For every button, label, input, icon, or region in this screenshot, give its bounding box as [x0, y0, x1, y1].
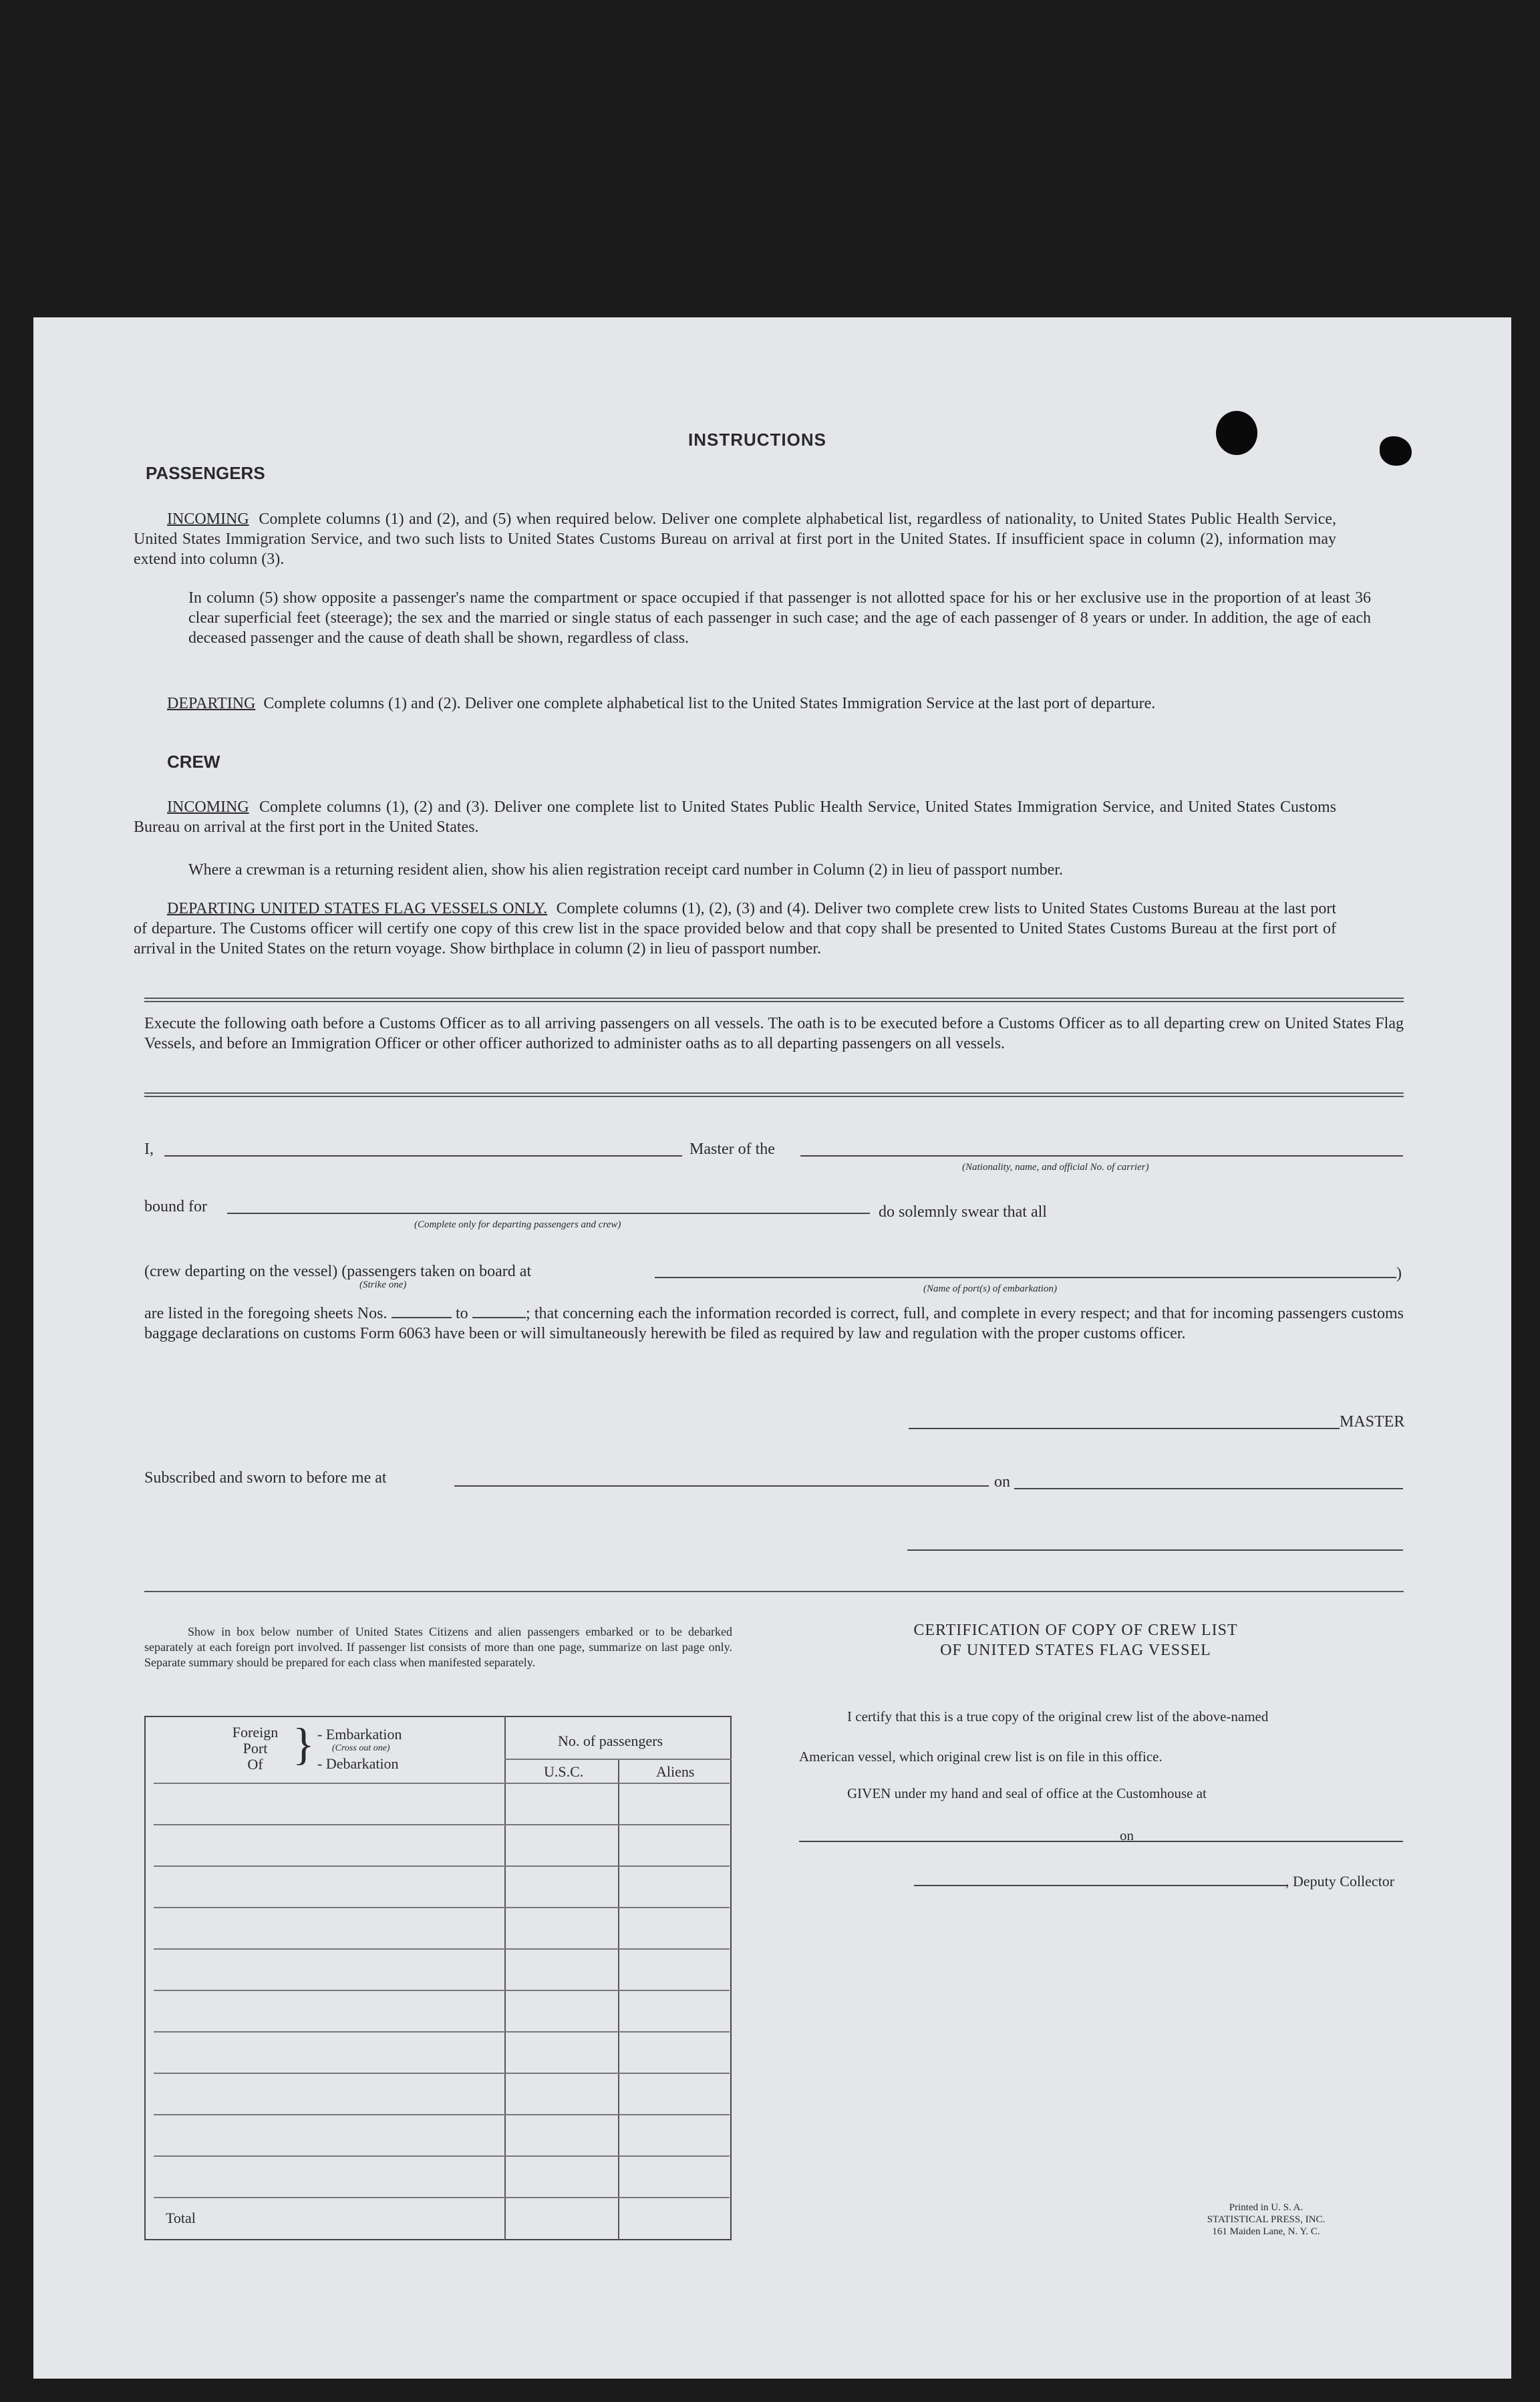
- bound-for-field[interactable]: [227, 1213, 870, 1214]
- table-header-rule: [504, 1759, 732, 1760]
- given-line: GIVEN under my hand and seal of office at the Customhouse at: [847, 1785, 1207, 1801]
- swear-label: do solemnly swear that all: [879, 1203, 1047, 1221]
- sworn-date-field[interactable]: [1014, 1488, 1403, 1489]
- table-rule: [154, 2114, 730, 2115]
- table-rule: [154, 1907, 730, 1908]
- divider: [144, 1096, 1404, 1097]
- table-rule: [154, 1783, 730, 1784]
- crew-departing-oath-label: (crew departing on the vessel) (passengers taken on board at: [144, 1263, 532, 1280]
- nationality-caption: (Nationality, name, and official No. of carrier): [962, 1162, 1149, 1173]
- sheet-from-field[interactable]: [392, 1305, 452, 1318]
- subscribed-label: Subscribed and sworn to before me at: [144, 1469, 387, 1487]
- crew-departing-paragraph: [134, 899, 1336, 959]
- listed-paragraph: [144, 1304, 1404, 1344]
- listed-text: ; that concerning each the information recorded is correct, full, and complete in every respect; and that for incoming passengers customs baggage declarations on customs Form 6063 have been or will simultaneously herewith be filed as required by law and regulation with the proper customs officer.: [144, 1305, 1404, 1342]
- ink-blot-small: [1380, 436, 1412, 466]
- oath-intro: Execute the following oath before a Customs Officer as to all arriving passengers on all vessels. The oath is to be executed before a Customs Officer as to all departing crew on United States Flag Vessels, and before an Immigration Officer or other officer authorized to administer oaths as to all departing passengers on all vessels.: [144, 1015, 1404, 1052]
- table-rule: [154, 2197, 730, 2198]
- passengers-departing-text: Complete columns (1) and (2). Deliver one complete alphabetical list to the United States Immigration Service at the last port of departure.: [263, 695, 1156, 712]
- divider: [144, 1092, 1404, 1094]
- crew-departing-label: DEPARTING UNITED STATES FLAG VESSELS ONLY.: [167, 900, 548, 917]
- sheet-to-field[interactable]: [472, 1305, 526, 1318]
- officer-signature-field[interactable]: [907, 1549, 1403, 1551]
- bound-for-label: bound for: [144, 1198, 207, 1215]
- cert-on-label: on: [1120, 1827, 1134, 1843]
- total-label: Total: [166, 2210, 196, 2226]
- certification-title: [822, 1620, 1330, 1660]
- divider: [144, 1591, 1404, 1592]
- embarkation-label[interactable]: - Embarkation: [317, 1726, 402, 1743]
- i-label: I,: [144, 1141, 154, 1158]
- passengers-departing-label: DEPARTING: [167, 695, 256, 712]
- table-rule: [154, 1990, 730, 1991]
- passenger-summary-table: [144, 1716, 732, 2240]
- of-label: Of: [247, 1756, 263, 1773]
- form-page: [33, 317, 1511, 2379]
- master-of-label: Master of the: [689, 1141, 775, 1158]
- box-instructions: Show in box below number of United States Citizens and alien passengers embarked or to be debarked separately at each foreign port involved. If passenger list consists of more than one page, summarize on last page only. Separate summary should be prepared for each class when manifested separately.: [144, 1625, 732, 1669]
- printer-imprint: [1169, 2202, 1363, 2238]
- foreign-port-label: [222, 1724, 289, 1773]
- crew-incoming-label: INCOMING: [167, 798, 249, 816]
- certify-line1: I certify that this is a true copy of the original crew list of the above-named: [847, 1708, 1269, 1724]
- port-caption: (Name of port(s) of embarkation): [923, 1284, 1057, 1294]
- table-rule: [154, 1865, 730, 1867]
- sworn-place-field[interactable]: [454, 1485, 989, 1487]
- close-paren: ): [1396, 1265, 1402, 1282]
- table-rule: [154, 2155, 730, 2157]
- crew-departing-text: Complete columns (1), (2), (3) and (4). Deliver two complete crew lists to United States Customs Bureau at the last port of departure. The Customs officer will certify one copy of this crew list in the space provided below and that copy shall be presented to United States Customs Bureau at the first port of arrival in the United States on the return voyage. Show birthplace in column (2) in lieu of passport number.: [134, 900, 1337, 957]
- master-name-field[interactable]: [164, 1155, 682, 1157]
- cross-out-caption: (Cross out one): [332, 1743, 390, 1753]
- divider: [144, 1001, 1404, 1002]
- passengers-heading: PASSENGERS: [146, 463, 265, 483]
- passengers-departing-paragraph: [134, 694, 1336, 714]
- brace: }: [293, 1718, 315, 1769]
- bound-caption: (Complete only for departing passengers and crew): [414, 1219, 621, 1230]
- certify-line2: American vessel, which original crew list is on file in this office.: [799, 1749, 1163, 1765]
- printer-line2: STATISTICAL PRESS, INC.: [1207, 2214, 1326, 2225]
- aliens-header: Aliens: [656, 1763, 695, 1780]
- debarkation-label[interactable]: - Debarkation: [317, 1755, 399, 1772]
- divider: [144, 998, 1404, 999]
- foreign-label: Foreign: [232, 1724, 279, 1741]
- no-passengers-header: No. of passengers: [558, 1733, 663, 1749]
- instructions-title: INSTRUCTIONS: [688, 430, 826, 450]
- to-label: to: [456, 1305, 468, 1322]
- port-label: Port: [243, 1740, 268, 1757]
- cert-date-field[interactable]: [1142, 1841, 1403, 1842]
- passengers-incoming-text: Complete columns (1) and (2), and (5) when required below. Deliver one complete alphabetical list, regardless of nationality, to United States Public Health Service, United States Immigration Service, and two such lists to United States Customs Bureau on arrival at first port in the United States. If insufficient space in column (2), information may extend into column (3).: [134, 510, 1337, 568]
- passengers-column5-paragraph: In column (5) show opposite a passenger's name the compartment or space occupied if that passenger is not allotted space for his or her exclusive use in the proportion of at least 36 clear superficial feet (steerage); the sex and the married or single status of each passenger in such case; and the age of each passenger of 8 years or under. In addition, the age of each deceased passenger and the cause of death shall be shown, regardless of class.: [188, 589, 1371, 647]
- master-label: MASTER: [1340, 1413, 1405, 1431]
- embarkation-port-field[interactable]: [655, 1277, 1396, 1278]
- table-rule: [154, 1948, 730, 1950]
- table-col-divider: [618, 1759, 619, 2240]
- crew-resident-paragraph: Where a crewman is a returning resident alien, show his alien registration receipt card number in Column (2) in lieu of passport number.: [188, 861, 1063, 879]
- ink-blot: [1216, 411, 1257, 455]
- table-rule: [154, 2073, 730, 2074]
- certification-title-line2: OF UNITED STATES FLAG VESSEL: [940, 1642, 1211, 1659]
- table-rule: [154, 2031, 730, 2033]
- crew-heading: CREW: [167, 752, 220, 772]
- table-col-divider: [504, 1716, 506, 2240]
- passengers-incoming-label: INCOMING: [167, 510, 249, 528]
- crew-incoming-paragraph: [134, 797, 1336, 837]
- table-rule: [154, 1824, 730, 1825]
- deputy-signature-field[interactable]: [914, 1885, 1287, 1886]
- on-label: on: [994, 1473, 1010, 1491]
- printer-line1: Printed in U. S. A.: [1229, 2202, 1303, 2213]
- listed-prefix: are listed in the foregoing sheets Nos.: [144, 1305, 388, 1322]
- certification-title-line1: CERTIFICATION OF COPY OF CREW LIST: [913, 1622, 1238, 1639]
- customhouse-field[interactable]: [799, 1841, 1146, 1842]
- crew-incoming-text: Complete columns (1), (2) and (3). Deliver one complete list to United States Public Health Service, United States Immigration Service, and United States Customs Bureau on arrival at the first port in the United States.: [134, 798, 1337, 836]
- master-signature-field[interactable]: [909, 1428, 1340, 1429]
- usc-header: U.S.C.: [544, 1763, 584, 1780]
- strike-caption: (Strike one): [359, 1280, 407, 1290]
- passengers-incoming-paragraph: [134, 509, 1336, 569]
- carrier-field[interactable]: [800, 1155, 1403, 1157]
- printer-line3: 161 Maiden Lane, N. Y. C.: [1212, 2226, 1320, 2237]
- deputy-label: , Deputy Collector: [1285, 1873, 1395, 1890]
